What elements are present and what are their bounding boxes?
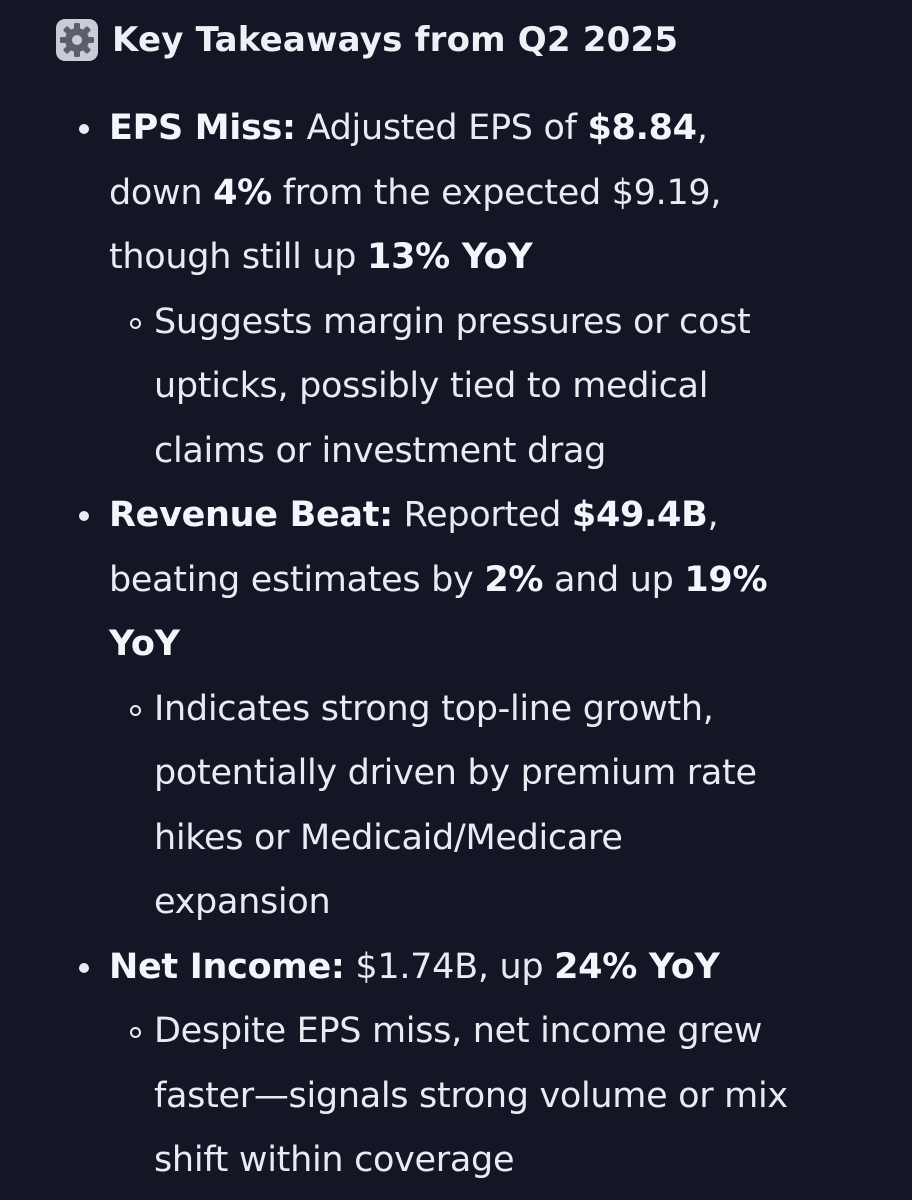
sub-item [0, 677, 844, 935]
item-label: EPS Miss: [109, 108, 296, 148]
takeaways-list [0, 96, 912, 1193]
gear-icon [54, 17, 100, 63]
item-line [109, 225, 829, 290]
list-item-net-income [0, 935, 829, 1000]
item-text: Adjusted EPS of [295, 108, 588, 148]
item-line [109, 548, 829, 613]
item-text: from the expected $9.19, [271, 172, 722, 213]
bullet-icon [79, 511, 89, 521]
item-text: Reported [392, 495, 572, 535]
sub-item-line: potentially driven by premium rate [154, 753, 757, 793]
item-value: 19% [684, 559, 768, 600]
item-text: , [696, 108, 708, 148]
sub-bullet-icon [130, 318, 141, 329]
item-line [109, 935, 829, 1000]
item-line [109, 483, 829, 548]
sub-item-line: claims or investment drag [154, 430, 607, 471]
section-heading [54, 14, 678, 66]
item-line [109, 96, 829, 161]
sub-item-line: expansion [154, 882, 331, 922]
item-value: 24% YoY [554, 946, 720, 987]
item-label: Net Income: [109, 946, 345, 987]
item-text: though still up [109, 237, 368, 277]
sub-bullet-icon [130, 1027, 141, 1038]
list-item-eps-miss [0, 96, 829, 290]
sub-item-line: Suggests margin pressures or cost [154, 301, 751, 342]
sub-item [0, 290, 844, 484]
item-value: 13% YoY [367, 237, 533, 277]
item-line [109, 161, 829, 226]
item-value: $8.84 [587, 108, 697, 148]
sub-item-line: faster—signals strong volume or mix [154, 1075, 788, 1116]
bullet-icon [79, 963, 89, 973]
sub-item-line: upticks, possibly tied to medical [154, 366, 709, 406]
item-text: , [707, 495, 719, 535]
item-value: 4% [213, 172, 272, 213]
heading-title: Key Takeaways from Q2 2025 [112, 20, 679, 60]
item-value: YoY [109, 624, 180, 664]
item-text: and up [543, 559, 685, 600]
item-text: beating estimates by [109, 559, 485, 600]
item-text: $1.74B, up [344, 946, 555, 987]
sub-item-line: hikes or Medicaid/Medicare [154, 817, 623, 858]
list-item-revenue-beat [0, 483, 829, 677]
item-line [109, 612, 829, 677]
sub-item [0, 999, 844, 1193]
bullet-icon [79, 124, 89, 134]
sub-item-line: Indicates strong top-line growth, [154, 688, 714, 729]
sub-item-line: shift within coverage [154, 1140, 515, 1180]
item-label: Revenue Beat: [109, 495, 393, 535]
sub-bullet-icon [130, 705, 141, 716]
item-value: 2% [484, 559, 544, 600]
sub-item-line: Despite EPS miss, net income grew [154, 1011, 763, 1051]
item-text: down [109, 172, 214, 213]
item-value: $49.4B [571, 495, 708, 535]
